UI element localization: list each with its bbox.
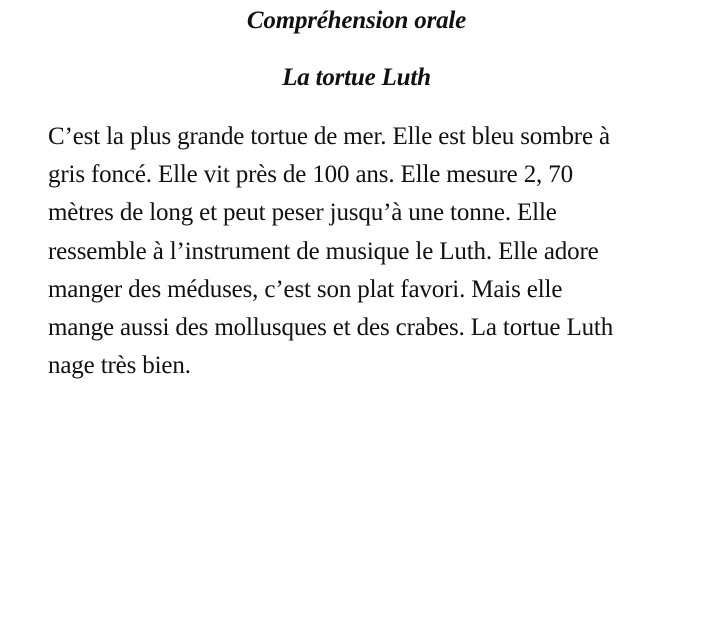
body-paragraph xyxy=(48,118,712,385)
paragraph-line: mètres de long et peut peser jusqu’à une tonne. Elle xyxy=(48,199,557,227)
paragraph-line: manger des méduses, c’est son plat favori. Mais elle xyxy=(48,275,563,303)
paragraph-line: mange aussi des mollusques et des crabes. La tortue Luth xyxy=(48,314,614,342)
paragraph-line: nage très bien. xyxy=(48,352,191,380)
paragraph-line: C’est la plus grande tortue de mer. Elle est bleu sombre à xyxy=(48,123,610,150)
paragraph-line: gris foncé. Elle vit près de 100 ans. Elle mesure 2, 70 xyxy=(48,161,573,189)
page-subtitle: La tortue Luth xyxy=(282,64,431,91)
page-title: Compréhension orale xyxy=(246,7,467,34)
paragraph-line: ressemble à l’instrument de musique le Luth. Elle adore xyxy=(48,237,599,265)
